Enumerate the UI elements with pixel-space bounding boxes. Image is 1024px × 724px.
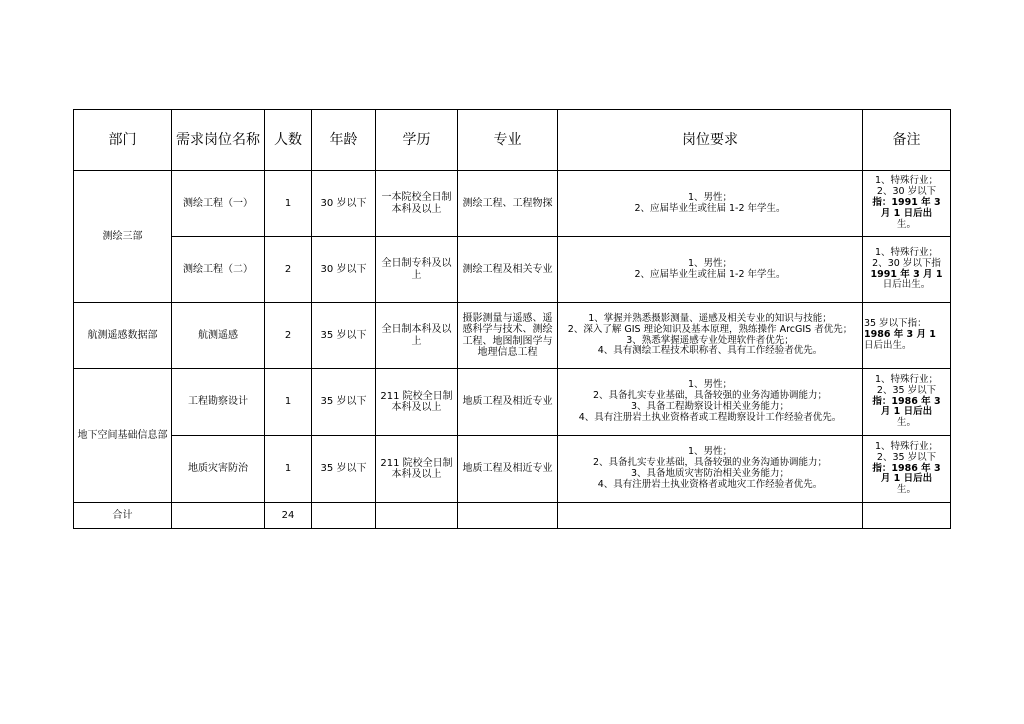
requirements-cell xyxy=(558,171,863,237)
requirement-line: 1、掌握并熟悉摄影测量、遥感及相关专业的知识与技能； xyxy=(588,312,832,324)
requirement-line: 3、熟悉掌握遥感专业处理软件者优先； xyxy=(626,334,794,346)
note-line: 1、特殊行业； xyxy=(874,373,939,385)
note-line: 35 岁以下指： xyxy=(864,318,927,330)
table-row xyxy=(74,303,951,369)
position-cell: 航测遥感 xyxy=(172,303,265,369)
header-position: 需求岗位名称 xyxy=(172,110,265,171)
notes-cell xyxy=(863,369,951,436)
major-cell: 测绘工程及相关专业 xyxy=(458,237,558,303)
requirement-line: 3、具备工程勘察设计相关业务能力； xyxy=(630,401,790,412)
empty-cell xyxy=(558,503,863,529)
note-line: 2、35 岁以下 xyxy=(876,384,937,396)
notes-cell xyxy=(863,171,951,237)
requirements-cell xyxy=(558,436,863,503)
note-line: 生。 xyxy=(896,218,916,230)
requirement-line: 3、具备地质灾害防治相关业务能力； xyxy=(630,468,790,479)
header-dept: 部门 xyxy=(74,110,172,171)
empty-cell xyxy=(312,503,376,529)
count-cell: 1 xyxy=(265,436,312,503)
age-cell: 30 岁以下 xyxy=(312,171,376,237)
note-line: 月 1 日后出 xyxy=(880,473,933,485)
requirement-line: 2、应届毕业生或往届 1-2 年学生。 xyxy=(634,268,786,280)
education-cell: 211 院校全日制本科及以上 xyxy=(376,369,458,436)
dept-cell: 测绘三部 xyxy=(74,171,172,303)
age-cell: 30 岁以下 xyxy=(312,237,376,303)
dept-cell: 地下空间基础信息部 xyxy=(74,369,172,503)
note-line: 月 1 日后出 xyxy=(880,406,933,418)
table-row xyxy=(74,369,951,436)
note-line: 2、35 岁以下 xyxy=(876,451,937,463)
note-line: 生。 xyxy=(896,484,916,496)
recruitment-table xyxy=(73,109,951,529)
note-line: 1、特殊行业； xyxy=(874,246,939,258)
table-row xyxy=(74,237,951,303)
table-row xyxy=(74,171,951,237)
notes-cell xyxy=(863,237,951,303)
requirement-line: 4、具有测绘工程技术职称者、具有工作经验者优先。 xyxy=(597,345,823,357)
count-cell: 2 xyxy=(265,303,312,369)
count-cell: 2 xyxy=(265,237,312,303)
note-line: 日后出生。 xyxy=(882,279,931,291)
requirement-line: 1、男性； xyxy=(687,379,733,391)
education-cell: 全日制专科及以上 xyxy=(376,237,458,303)
age-cell: 35 岁以下 xyxy=(312,369,376,436)
position-cell: 测绘工程（二） xyxy=(172,237,265,303)
header-notes: 备注 xyxy=(863,110,951,171)
major-cell: 地质工程及相近专业 xyxy=(458,369,558,436)
header-requirements: 岗位要求 xyxy=(558,110,863,171)
header-age: 年龄 xyxy=(312,110,376,171)
major-cell: 测绘工程、工程物探 xyxy=(458,171,558,237)
position-cell: 地质灾害防治 xyxy=(172,436,265,503)
empty-cell xyxy=(172,503,265,529)
count-cell: 1 xyxy=(265,369,312,436)
table-row xyxy=(74,436,951,503)
header-count: 人数 xyxy=(265,110,312,171)
note-line: 1991 年 3 月 1 xyxy=(870,268,943,280)
note-line: 2、30 岁以下指 xyxy=(872,257,941,269)
education-cell: 211 院校全日制本科及以上 xyxy=(376,436,458,503)
total-label: 合计 xyxy=(74,503,172,529)
position-cell: 测绘工程（一） xyxy=(172,171,265,237)
requirements-cell xyxy=(558,369,863,436)
major-cell: 摄影测量与遥感、遥感科学与技术、测绘工程、地图制图学与地理信息工程 xyxy=(458,303,558,369)
requirement-line: 1、男性； xyxy=(687,257,733,269)
note-line: 指：1986 年 3 xyxy=(872,395,941,407)
requirement-line: 1、男性； xyxy=(687,191,733,203)
note-line: 1、特殊行业； xyxy=(874,440,939,452)
education-cell: 全日制本科及以上 xyxy=(376,303,458,369)
note-line: 指：1991 年 3 xyxy=(872,197,941,209)
age-cell: 35 岁以下 xyxy=(312,436,376,503)
requirement-line: 4、具有注册岩土执业资格者或工程勘察设计工作经验者优先。 xyxy=(578,411,842,423)
major-cell: 地质工程及相近专业 xyxy=(458,436,558,503)
age-cell: 35 岁以下 xyxy=(312,303,376,369)
note-line: 日后出生。 xyxy=(864,339,912,351)
header-row xyxy=(74,110,951,171)
header-major: 专业 xyxy=(458,110,558,171)
requirement-line: 1、男性； xyxy=(687,446,733,458)
empty-cell xyxy=(863,503,951,529)
note-line: 生。 xyxy=(896,417,916,429)
empty-cell xyxy=(376,503,458,529)
note-line: 1986 年 3 月 1 xyxy=(864,329,936,341)
total-count: 24 xyxy=(265,503,312,529)
dept-cell: 航测遥感数据部 xyxy=(74,303,172,369)
note-line: 月 1 日后出 xyxy=(880,207,933,219)
notes-cell xyxy=(863,303,951,369)
notes-cell xyxy=(863,436,951,503)
header-education: 学历 xyxy=(376,110,458,171)
requirement-line: 2、具备扎实专业基础，具备较强的业务沟通协调能力； xyxy=(592,457,828,469)
note-line: 指：1986 年 3 xyxy=(872,462,941,474)
requirement-line: 2、具备扎实专业基础，具备较强的业务沟通协调能力； xyxy=(592,390,828,402)
requirements-cell xyxy=(558,237,863,303)
empty-cell xyxy=(458,503,558,529)
total-row xyxy=(74,503,951,529)
note-line: 1、特殊行业； xyxy=(874,175,939,187)
requirement-line: 4、具有注册岩土执业资格者或地灾工作经验者优先。 xyxy=(597,478,823,490)
position-cell: 工程勘察设计 xyxy=(172,369,265,436)
note-line: 2、30 岁以下 xyxy=(876,186,937,198)
education-cell: 一本院校全日制本科及以上 xyxy=(376,171,458,237)
count-cell: 1 xyxy=(265,171,312,237)
requirement-line: 2、深入了解 GIS 理论知识及基本原理，熟练操作 ArcGIS 者优先； xyxy=(567,323,853,335)
requirements-cell xyxy=(558,303,863,369)
requirement-line: 2、应届毕业生或往届 1-2 年学生。 xyxy=(634,202,786,214)
